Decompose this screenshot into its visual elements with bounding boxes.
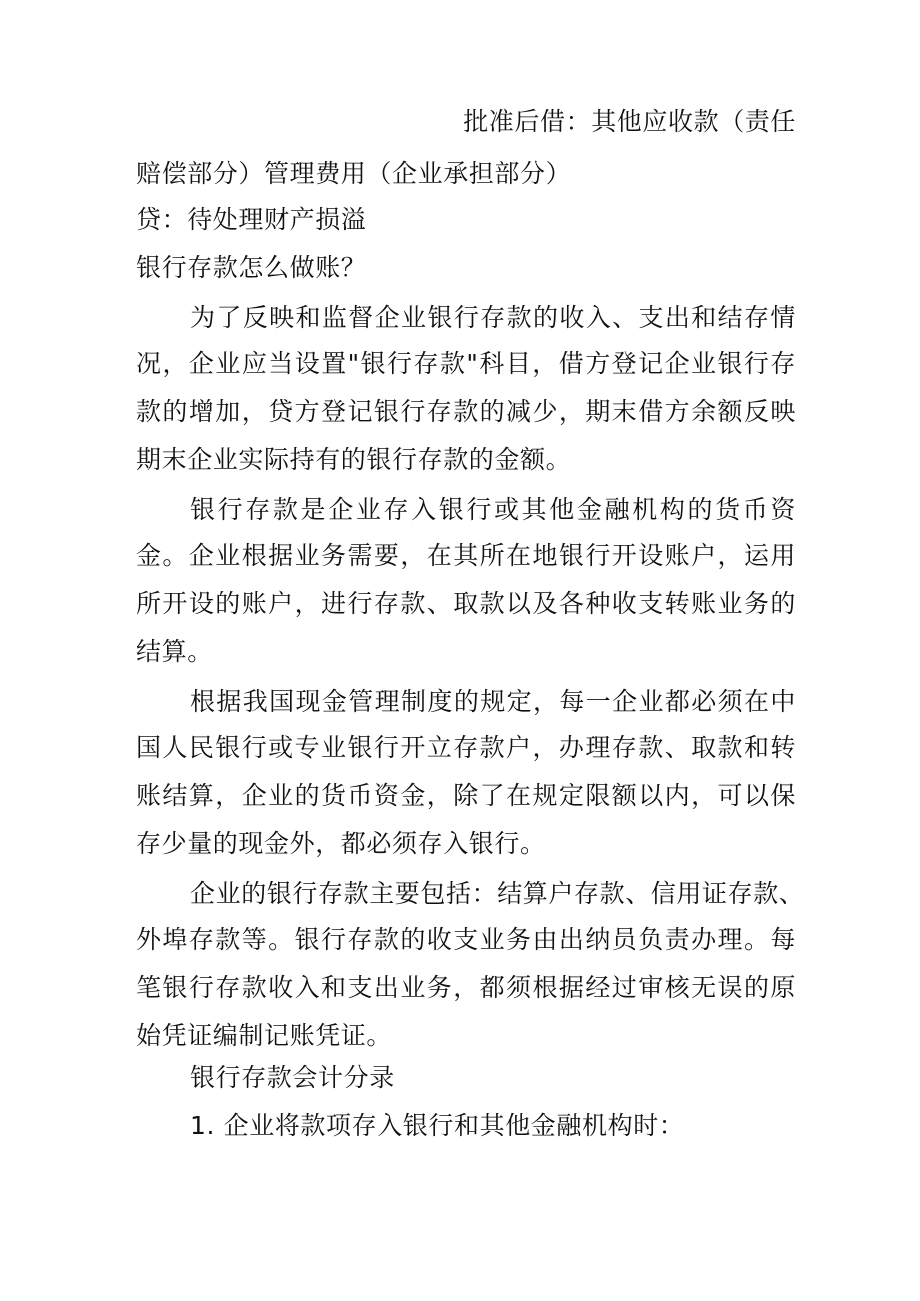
paragraph-1-line-4: 期末企业实际持有的银行存款的金额。 — [136, 445, 572, 474]
text-line-credit: 贷：待处理财产损溢 — [136, 205, 367, 234]
paragraph-3-line-1: 根据我国现金管理制度的规定，每一企业都必须在中 — [190, 687, 796, 716]
paragraph-2-line-4: 结算。 — [136, 637, 213, 666]
paragraph-4-line-2: 外埠存款等。银行存款的收支业务由出纳员负责办理。每 — [136, 925, 796, 954]
paragraph-4-line-3: 笔银行存款收入和支出业务，都须根据经过审核无误的原 — [136, 973, 796, 1002]
paragraph-3-line-4: 存少量的现金外，都必须存入银行。 — [136, 829, 546, 858]
paragraph-2-line-2: 金。企业根据业务需要，在其所在地银行开设账户，运用 — [136, 541, 796, 570]
section-heading-journal: 银行存款会计分录 — [190, 1063, 395, 1092]
list-item-1: 1. 企业将款项存入银行和其他金融机构时： — [190, 1111, 685, 1140]
paragraph-1-line-1: 为了反映和监督企业银行存款的收入、支出和结存情 — [190, 303, 796, 332]
text-line-compensation: 赔偿部分）管理费用（企业承担部分） — [136, 159, 572, 188]
paragraph-3-line-3: 账结算，企业的货币资金，除了在规定限额以内，可以保 — [136, 781, 796, 810]
section-heading-question: 银行存款怎么做账？ — [136, 253, 367, 282]
paragraph-1-line-2: 况，企业应当设置"银行存款"科目，借方登记企业银行存 — [136, 349, 796, 378]
paragraph-1-line-3: 款的增加，贷方登记银行存款的减少，期末借方余额反映 — [136, 397, 796, 426]
paragraph-4-line-4: 始凭证编制记账凭证。 — [136, 1021, 393, 1050]
paragraph-3-line-2: 国人民银行或专业银行开立存款户，办理存款、取款和转 — [136, 733, 796, 762]
paragraph-2-line-1: 银行存款是企业存入银行或其他金融机构的货币资 — [190, 495, 796, 524]
text-line-approval: 批准后借：其他应收款（责任 — [463, 107, 796, 136]
paragraph-4-line-1: 企业的银行存款主要包括：结算户存款、信用证存款、 — [190, 879, 805, 908]
paragraph-2-line-3: 所开设的账户，进行存款、取款以及各种收支转账业务的 — [136, 589, 796, 618]
